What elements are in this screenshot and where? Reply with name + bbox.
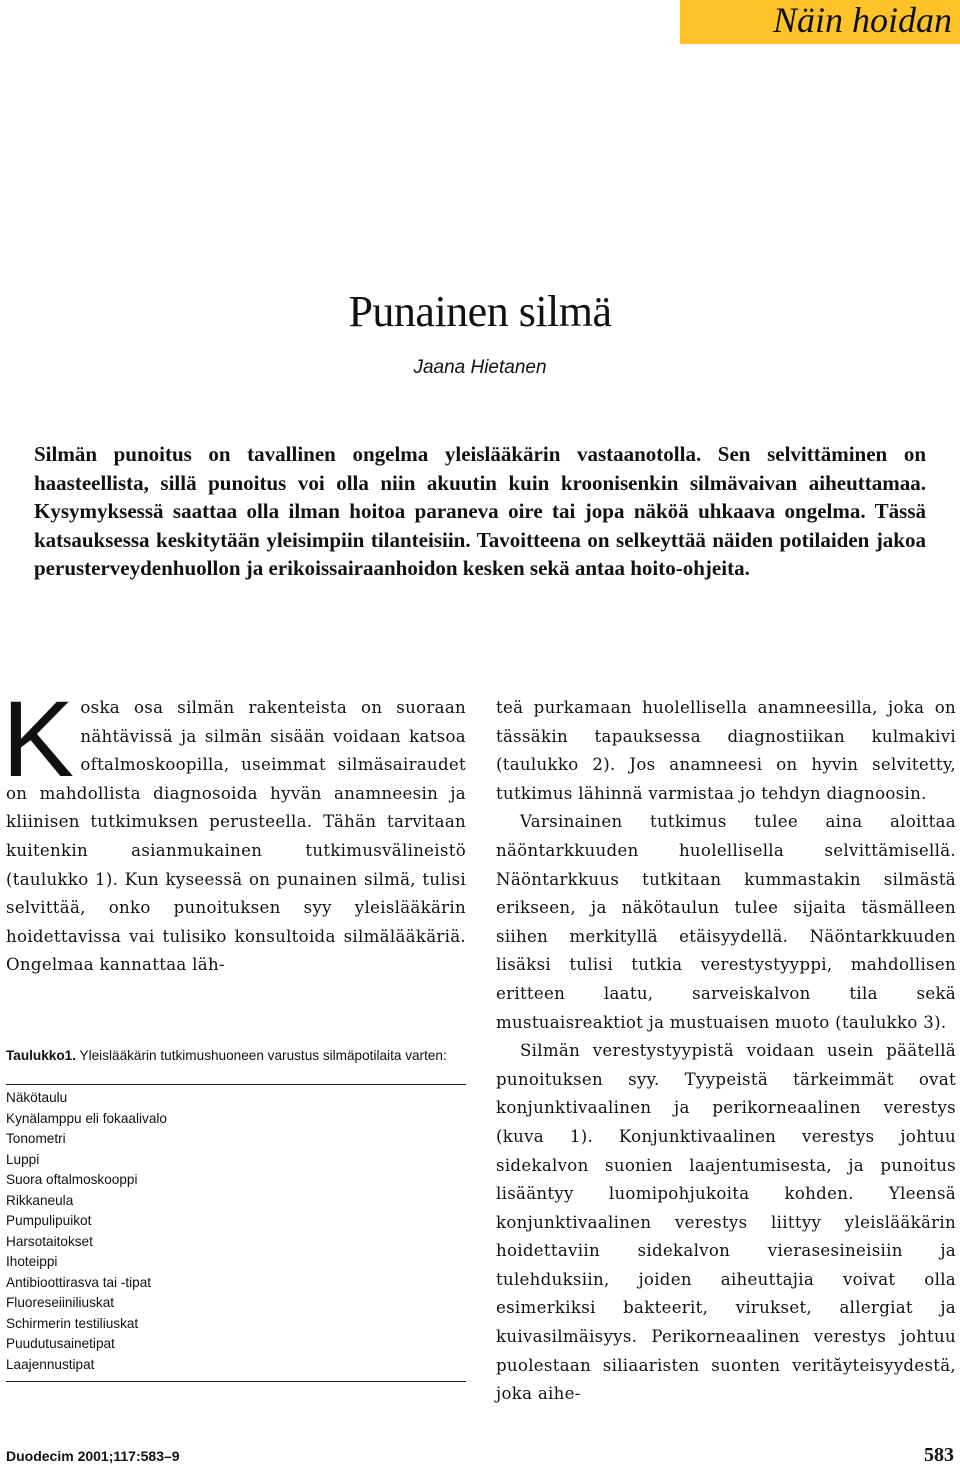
table-1-item: Ihoteippi bbox=[6, 1254, 58, 1269]
article-abstract: Silmän punoitus on tavallinen ongelma yleislääkärin vastaanotolla. Sen selvittäminen on haasteellista, sillä punoitus voi olla niin akuutin kuin kroonisenkin silmävaivan aiheuttamaa. Kysymyksessä saattaa olla ilman hoitoa paraneva oire tai jopa näköä uhkaava ongelma. Tässä katsauksessa keskitytään yleisimpiin tilanteisiin. Tavoitteena on selkeyttää näiden potilaiden jakoa perusterveydenhuollon ja erikoissairaanhoidon kesken sekä antaa hoito-ohjeita. bbox=[34, 442, 926, 581]
table-1-item: Tonometri bbox=[6, 1131, 66, 1146]
table-1-item: Rikkaneula bbox=[6, 1192, 74, 1208]
table-1-item: Kynälamppu eli fokaalivalo bbox=[6, 1110, 167, 1126]
table-1-item: Pumpulipuikot bbox=[6, 1213, 92, 1228]
table-1-item: Suora oftalmoskooppi bbox=[6, 1172, 138, 1187]
body-paragraph: Varsinainen tutkimus tulee aina aloittaa näöntarkkuuden huolellisella selvittämisellä. Näöntarkkuus tutkitaan kummastakin silmästä erikseen, ja näkötaulun tulee sijaita täsmälleen siihen merkityllä etäisyydellä. Näöntarkkuuden lisäksi tulisi tutkia verestystyyppi, mahdollisen eritteen laatu, sarveiskalvon tila sekä mustuaisreaktiot ja mustuaisen muoto (taulukko 3). bbox=[496, 812, 956, 1032]
article-author: Jaana Hietanen bbox=[413, 357, 547, 378]
table-1-item: Schirmerin testiliuskat bbox=[6, 1315, 139, 1331]
table-1-rule-bottom bbox=[6, 1381, 466, 1382]
table-1-label: Taulukko1. bbox=[6, 1048, 76, 1063]
table-1-item: Puudutusainetipat bbox=[6, 1336, 115, 1351]
page-number: 583 bbox=[924, 1444, 954, 1466]
body-column-left bbox=[2, 678, 466, 980]
table-1-caption bbox=[6, 1046, 466, 1066]
table-1-item: Antibioottirasva tai -tipat bbox=[6, 1274, 152, 1290]
table-1-list bbox=[6, 1085, 466, 1375]
body-paragraph-left: oska osa silmän rakenteista on suoraan nähtävissä ja silmän sisään voidaan katsoa oftalmoskoopilla, useimmat silmäsairaudet on mahdollista diagnosoida hyvän anamneesin ja kliinisen tutkimuksen perusteella. Tähän tarvitaan kuitenkin asianmukainen tutkimusvälineistö (taulukko 1). Kun kyseessä on punainen silmä, tulisi selvittää, onko punoituksen syy yleislääkärin hoidettavissa vai tulisiko konsultoida silmälääkäriä. Ongelmaa kannattaa läh- bbox=[6, 698, 466, 975]
section-label: Näin hoidan bbox=[772, 0, 952, 40]
footer-citation: Duodecim 2001;117:583–9 bbox=[6, 1448, 180, 1464]
table-1 bbox=[6, 1046, 466, 1382]
section-header-bar bbox=[680, 0, 960, 44]
table-1-item: Luppi bbox=[6, 1151, 40, 1167]
table-1-item: Harsotaitokset bbox=[6, 1233, 93, 1249]
table-1-item: Näkötaulu bbox=[6, 1090, 68, 1105]
table-1-caption-text: Yleislääkärin tutkimushuoneen varustus silmäpotilaita varten: bbox=[79, 1048, 447, 1063]
body-paragraph: Silmän verestystyypistä voidaan usein päätellä punoituksen syy. Tyypeistä tärkeimmät ovat konjunktivaalinen ja perikorneaalinen verestys (kuva 1). Konjunktivaalinen verestys johtuu sidekalvon suonien laajentumisesta, ja punoitus lisääntyy luomipohjukoita kohden. Yleensä konjunktivaalinen verestys liittyy yleislääkärin hoidettaviin sidekalvon vierasesineisiin ja tulehduksiin, joiden aiheuttajia voivat olla esimerkiksi bakteerit, virukset, allergiat ja kuivasilmäisyys. Perikorneaalinen verestys johtuu puolestaan siliaaristen suonten verităyteisyydestä, joka aihe- bbox=[496, 1041, 956, 1404]
body-column-right bbox=[496, 694, 956, 1409]
article-title: Punainen silmä bbox=[348, 287, 612, 336]
body-paragraph: teä purkamaan huolellisella anamneesilla, joka on tässäkin tapauksessa diagnostiikan kulmakivi (taulukko 2). Jos anamneesi on hyvin selvitetty, tutkimus lähinnä varmistaa jo tehdyn diagnoosin. bbox=[496, 698, 956, 803]
table-1-item: Fluoreseiiniliuskat bbox=[6, 1295, 115, 1310]
drop-cap: K bbox=[2, 678, 75, 799]
table-1-item: Laajennustipat bbox=[6, 1356, 95, 1372]
